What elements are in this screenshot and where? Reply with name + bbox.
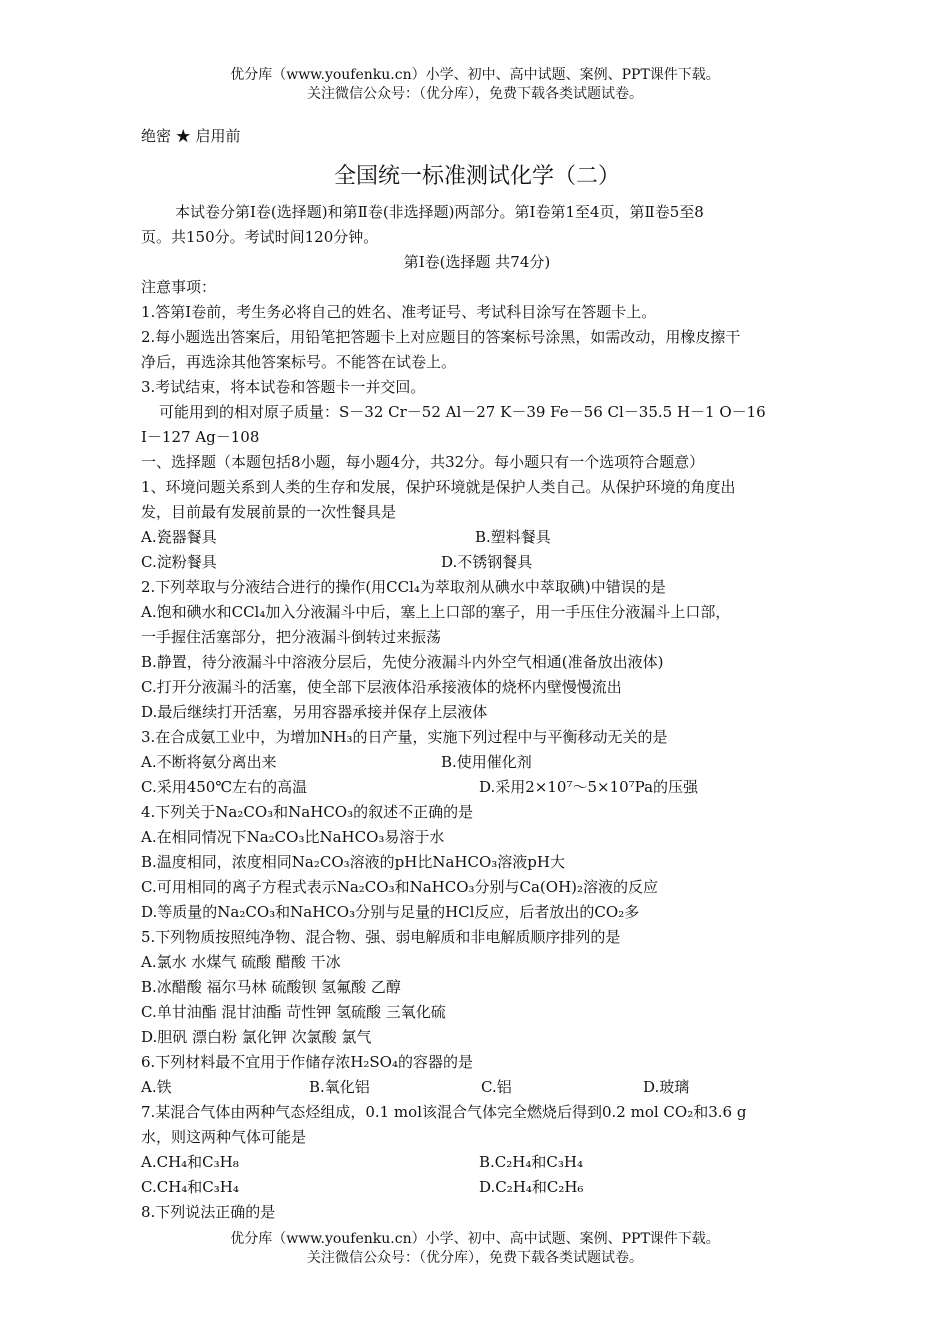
q2-option-d: D.最后继续打开活塞，另用容器承接并保存上层液体 [141, 703, 488, 721]
q2-option-b: B.静置，待分液漏斗中溶液分层后，先使分液漏斗内外空气相通(准备放出液体) [141, 653, 664, 671]
section-title: 第Ⅰ卷(选择题 共74分) [403, 253, 551, 271]
q2-option-c: C.打开分液漏斗的活塞，使全部下层液体沿承接液体的烧杯内壁慢慢流出 [141, 678, 622, 696]
q1-option-d: D.不锈钢餐具 [441, 553, 533, 571]
q3-stem: 3.在合成氨工业中，为增加NH₃的日产量，实施下列过程中与平衡移动无关的是 [141, 728, 668, 746]
q6-stem: 6.下列材料最不宜用于作储存浓H₂SO₄的容器的是 [141, 1053, 473, 1071]
q1-option-a: A.瓷器餐具 [141, 528, 217, 546]
q6-options-row [141, 1075, 813, 1100]
q5-option-a: A.氯水 水煤气 硫酸 醋酸 干冰 [141, 953, 341, 971]
q3-option-a: A.不断将氨分离出来 [141, 753, 277, 771]
q7-option-a: A.CH₄和C₃H₈ [141, 1153, 239, 1171]
q3-option-d: D.采用2×10⁷～5×10⁷Pa的压强 [479, 778, 699, 796]
q7-options-row-2 [141, 1175, 813, 1200]
atomic-masses-line-2: I－127 Ag－108 [141, 428, 260, 446]
q7-options-row-1 [141, 1150, 813, 1175]
q7-stem-2: 水，则这两种气体可能是 [141, 1128, 307, 1146]
q4-option-a: A.在相同情况下Na₂CO₃比NaHCO₃易溶于水 [141, 828, 445, 846]
q7-option-c: C.CH₄和C₃H₄ [141, 1178, 239, 1196]
notes-heading: 注意事项： [141, 278, 217, 296]
exam-body [141, 124, 813, 1225]
footer-line-1: 优分库（www.youfenku.cn）小学、初中、高中试题、案例、PPT课件下载。 [230, 1231, 720, 1247]
q4-option-b: B.温度相同，浓度相同Na₂CO₃溶液的pH比NaHCO₃溶液pH大 [141, 853, 565, 871]
q4-option-d: D.等质量的Na₂CO₃和NaHCO₃分别与足量的HCl反应，后者放出的CO₂多 [141, 903, 640, 921]
note-3: 3.考试结束，将本试卷和答题卡一并交回。 [141, 378, 426, 396]
q3-option-c: C.采用450℃左右的高温 [141, 778, 308, 796]
part1-heading: 一、选择题（本题包括8小题，每小题4分，共32分。每小题只有一个选项符合题意） [141, 453, 705, 471]
q6-option-a: A.铁 [141, 1078, 172, 1096]
q2-stem: 2.下列萃取与分液结合进行的操作(用CCl₄为萃取剂从碘水中萃取碘)中错误的是 [141, 578, 666, 596]
atomic-masses-line-1: 可能用到的相对原子质量：S－32 Cr－52 Al－27 K－39 Fe－56 Cl－35.5 H－1 O－16 [159, 403, 766, 421]
q5-option-c: C.单甘油酯 混甘油酯 苛性钾 氢硫酸 三氧化硫 [141, 1003, 446, 1021]
confidential-label: 绝密 ★ 启用前 [141, 127, 241, 145]
q1-stem-1: 1、环境问题关系到人类的生存和发展，保护环境就是保护人类自己。从保护环境的角度出 [141, 478, 736, 496]
q8-stem: 8.下列说法正确的是 [141, 1203, 276, 1221]
q1-option-c: C.淀粉餐具 [141, 553, 217, 571]
q6-option-c: C.铝 [481, 1078, 512, 1096]
intro-line-2: 页。共150分。考试时间120分钟。 [141, 228, 379, 246]
q3-options-row-1 [141, 750, 813, 775]
q1-stem-2: 发，目前最有发展前景的一次性餐具是 [141, 503, 397, 521]
q1-options-row-1 [141, 525, 813, 550]
q6-option-d: D.玻璃 [643, 1078, 690, 1096]
page-footer [0, 1230, 950, 1268]
note-2: 2.每小题选出答案后，用铅笔把答题卡上对应题目的答案标号涂黑，如需改动，用橡皮擦干 [141, 328, 741, 346]
q5-option-b: B.冰醋酸 福尔马林 硫酸钡 氢氟酸 乙醇 [141, 978, 401, 996]
q6-option-b: B.氧化铝 [309, 1078, 370, 1096]
q1-option-b: B.塑料餐具 [475, 528, 551, 546]
q3-option-b: B.使用催化剂 [441, 753, 532, 771]
q7-option-b: B.C₂H₄和C₃H₄ [479, 1153, 583, 1171]
note-1: 1.答第Ⅰ卷前，考生务必将自己的姓名、准考证号、考试科目涂写在答题卡上。 [141, 303, 657, 321]
header-line-2: 关注微信公众号：（优分库），免费下载各类试题试卷。 [307, 86, 643, 102]
q7-stem-1: 7.某混合气体由两种气态烃组成，0.1 mol该混合气体完全燃烧后得到0.2 mol CO₂和3.6 g [141, 1103, 747, 1121]
note-2-cont: 净后，再选涂其他答案标号。不能答在试卷上。 [141, 353, 457, 371]
q1-options-row-2 [141, 550, 813, 575]
q5-option-d: D.胆矾 漂白粉 氯化钾 次氯酸 氯气 [141, 1028, 372, 1046]
page-header [0, 66, 950, 104]
q7-option-d: D.C₂H₄和C₂H₆ [479, 1178, 584, 1196]
q2-option-a-cont: 一手握住活塞部分，把分液漏斗倒转过来振荡 [141, 628, 442, 646]
q2-option-a: A.饱和碘水和CCl₄加入分液漏斗中后，塞上上口部的塞子，用一手压住分液漏斗上口部， [141, 603, 731, 621]
q3-options-row-2 [141, 775, 813, 800]
header-line-1: 优分库（www.youfenku.cn）小学、初中、高中试题、案例、PPT课件下载。 [230, 67, 720, 83]
exam-title: 全国统一标准测试化学（二） [333, 164, 620, 189]
intro-line-1: 本试卷分第Ⅰ卷(选择题)和第Ⅱ卷(非选择题)两部分。第Ⅰ卷第1至4页，第Ⅱ卷5至8 [175, 203, 704, 221]
q4-stem: 4.下列关于Na₂CO₃和NaHCO₃的叙述不正确的是 [141, 803, 474, 821]
footer-line-2: 关注微信公众号：（优分库），免费下载各类试题试卷。 [307, 1250, 643, 1266]
q4-option-c: C.可用相同的离子方程式表示Na₂CO₃和NaHCO₃分别与Ca(OH)₂溶液的反应 [141, 878, 659, 896]
q5-stem: 5.下列物质按照纯净物、混合物、强、弱电解质和非电解质顺序排列的是 [141, 928, 621, 946]
